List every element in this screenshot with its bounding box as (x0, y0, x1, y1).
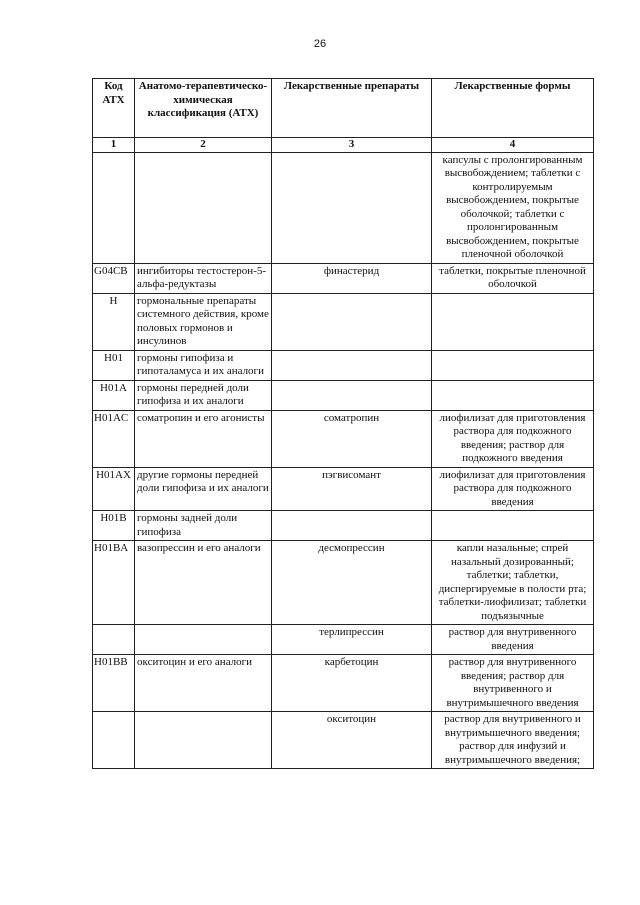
atc-code: H01A (93, 380, 135, 410)
header-row (93, 79, 594, 138)
drug-name (272, 293, 432, 350)
table-row (93, 152, 594, 263)
atc-classification: гормональные препараты системного действия, кроме половых гормонов и инсулинов (135, 293, 272, 350)
column-number: 3 (272, 138, 432, 153)
atc-code: H01BB (93, 655, 135, 712)
atc-code (93, 712, 135, 769)
atc-classification (135, 625, 272, 655)
drug-name: карбетоцин (272, 655, 432, 712)
drug-name: терлипрессин (272, 625, 432, 655)
dosage-forms: раствор для внутривенного введения (432, 625, 594, 655)
drug-name (272, 380, 432, 410)
drug-name (272, 350, 432, 380)
drug-name: соматропин (272, 410, 432, 467)
drug-name (272, 152, 432, 263)
dosage-forms (432, 350, 594, 380)
dosage-forms: раствор для внутривенного и внутримышечного введения; раствор для инфузий и внутримышечного введения; (432, 712, 594, 769)
table-row (93, 625, 594, 655)
column-number: 2 (135, 138, 272, 153)
dosage-forms: капли назальные; спрей назальный дозированный; таблетки; таблетки, диспергируемые в полости рта; таблетки-лиофилизат; таблетки подъязычные (432, 541, 594, 625)
dosage-forms (432, 380, 594, 410)
atc-code: H01 (93, 350, 135, 380)
table-row (93, 263, 594, 293)
atc-code: H01AC (93, 410, 135, 467)
atc-classification: другие гормоны передней доли гипофиза и их аналоги (135, 467, 272, 511)
table-row (93, 541, 594, 625)
atc-classification: гормоны передней доли гипофиза и их аналоги (135, 380, 272, 410)
dosage-forms (432, 511, 594, 541)
atc-code (93, 152, 135, 263)
column-number: 4 (432, 138, 594, 153)
header-classification: Анатомо-терапевтическо-химическая классификация (АТХ) (135, 79, 272, 138)
atc-code: H01AX (93, 467, 135, 511)
atc-classification: гормоны гипофиза и гипоталамуса и их аналоги (135, 350, 272, 380)
page-number: 26 (313, 38, 327, 50)
atc-code (93, 625, 135, 655)
table-row (93, 350, 594, 380)
drug-name: окситоцин (272, 712, 432, 769)
column-number: 1 (93, 138, 135, 153)
dosage-forms (432, 293, 594, 350)
table-row (93, 655, 594, 712)
table-row (93, 380, 594, 410)
atc-code: H01B (93, 511, 135, 541)
dosage-forms: таблетки, покрытые пленочной оболочкой (432, 263, 594, 293)
atc-classification (135, 712, 272, 769)
atc-code: H (93, 293, 135, 350)
table-row (93, 511, 594, 541)
table-row (93, 293, 594, 350)
atc-code: H01BA (93, 541, 135, 625)
atc-code: G04CB (93, 263, 135, 293)
atc-classification: гормоны задней доли гипофиза (135, 511, 272, 541)
drug-name: десмопрессин (272, 541, 432, 625)
header-drugs: Лекарственные препараты (272, 79, 432, 138)
dosage-forms: раствор для внутривенного введения; раствор для внутривенного и внутримышечного введения (432, 655, 594, 712)
drug-name (272, 511, 432, 541)
dosage-forms: капсулы с пролонгированным высвобождением; таблетки с контролируемым высвобождением, покрытые оболочкой; таблетки с пролонгированным высвобождением, покрытые пленочной оболочкой (432, 152, 594, 263)
table-row (93, 467, 594, 511)
drug-name: финастерид (272, 263, 432, 293)
atc-classification (135, 152, 272, 263)
atc-table (92, 78, 594, 769)
dosage-forms: лиофилизат для приготовления раствора для подкожного введения (432, 467, 594, 511)
table-row (93, 712, 594, 769)
header-forms: Лекарственные формы (432, 79, 594, 138)
drug-name: пэгвисомант (272, 467, 432, 511)
table-row (93, 410, 594, 467)
dosage-forms: лиофилизат для приготовления раствора для подкожного введения; раствор для подкожного введения (432, 410, 594, 467)
atc-classification: окситоцин и его аналоги (135, 655, 272, 712)
atc-classification: ингибиторы тестостерон-5-альфа-редуктазы (135, 263, 272, 293)
header-code: Код АТХ (93, 79, 135, 138)
atc-classification: вазопрессин и его аналоги (135, 541, 272, 625)
column-number-row (93, 138, 594, 153)
atc-classification: соматропин и его агонисты (135, 410, 272, 467)
